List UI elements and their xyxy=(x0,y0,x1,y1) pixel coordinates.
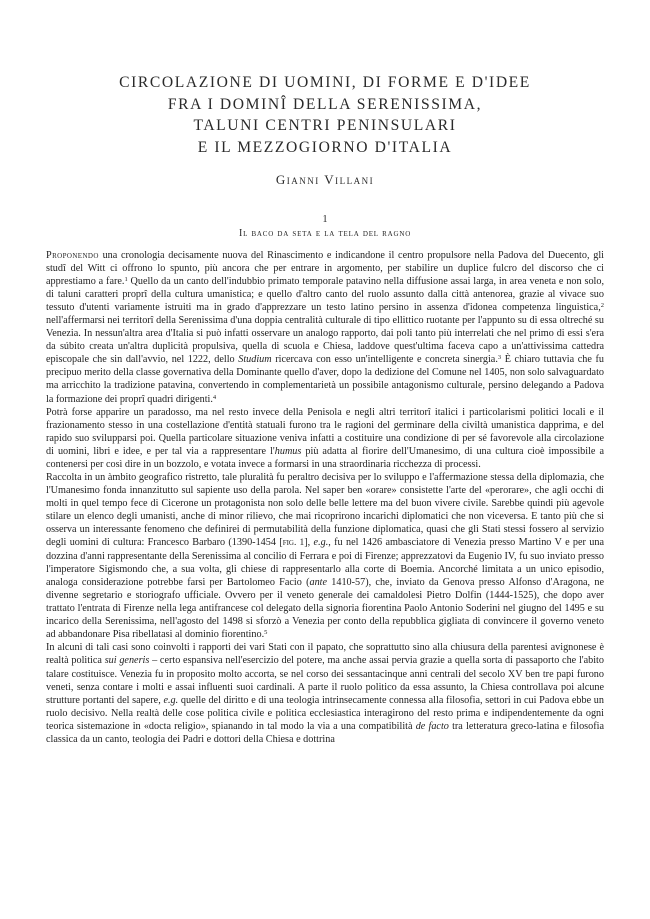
section-title: Il baco da seta e la tela del ragno xyxy=(238,228,412,239)
text-run: , fu nel 1426 ambasciatore di Venezia presso Martino V e per una dozzina d'anni rappresentante della Serenissima al concilio di Ferrara e poi di Firenze; apprezzatovi da Eugenio IV, fu suo inviato presso l'imperatore Sigismondo che, a sua volta, gli chiese di rappresentarlo alla corte di Boemia. Ancorché limitata a un unico episodio, analoga considerazione potrebbe farsi per Bartolomeo Facio ( xyxy=(46,537,604,589)
text-run: ricercava con esso un'intelligente e concreta sinergia. xyxy=(271,354,498,366)
text-run: una cronologia decisamente nuova del Rinascimento e indicandone il centro propulsore nella Padova del Duecento, gli studî del Witt ci offrono lo spunto, più ancora che per entrare in argomento, per stabilire un duplice fulcro del discorso che ci apprestiamo a fare. xyxy=(46,250,604,288)
text-run: tra letteratura greco-latina e filosofia classica da un canto, teologia dei Padri e dottori della Chiesa e dottrina xyxy=(46,720,604,745)
text-run: Potrà forse apparire un paradosso, ma nel resto invece della Penisola e negli altri territorî italici i particolarismi politici locali e il frazionamento stesso in una costellazione d'entità statuali furono tra le ragioni del germinare della civiltà umanistica dapprima, e del rapido suo svilupparsi poi. Quella particolare situazione veniva infatti a costituire una condizione di per sé favorevole alla circolazione di uomini, libri e idee, e per tal via a rappresentare l' xyxy=(46,406,604,457)
body-text xyxy=(46,249,604,746)
italic-term: sui generis xyxy=(104,655,150,667)
italic-term: e.g. xyxy=(313,537,329,549)
text-run: nell'affermarsi nei territorî della Serenissima d'una doppia centralità culturale di tipo ellittico ruotante per l'appunto su di essa oltreché su Venezia. In nessun'altra area d'Italia si può infatti osservare un analogo rapporto, dai poli tanto più interrelati che nel primo di essi s'era da súbito creata un'altra duplicità propulsiva, quella di scuola e Chiesa, laddove quest'ultima faceva capo a un'attivissima cattedra episcopale che sin dall'avvio, nel 1222, dello xyxy=(46,315,604,366)
section-number: 1 xyxy=(322,214,328,225)
footnote-ref[interactable]: 2 xyxy=(600,302,604,310)
text-run: In alcuni di tali casi sono coinvolti i rapporti dei vari Stati con il papato, che soprattutto sino alla chiusura della parentesi avignonese è realtà politica xyxy=(46,642,604,667)
paragraph xyxy=(46,471,604,642)
title-line: E IL MEZZOGIORNO D'ITALIA xyxy=(197,138,453,156)
paragraph xyxy=(46,406,604,471)
italic-term: e.g. xyxy=(163,694,179,706)
italic-term: Studium xyxy=(238,354,272,366)
paragraph xyxy=(46,249,604,406)
title-line: CIRCOLAZIONE DI UOMINI, DI FORME E D'IDEE xyxy=(119,74,531,91)
italic-term: ante xyxy=(309,577,328,589)
title-line: TALUNI CENTRI PENINSULARI xyxy=(193,117,457,134)
footnote-ref[interactable]: 5 xyxy=(264,629,268,637)
text-run: 1410-57), che, inviato da Genova presso Alfonso d'Aragona, ne divenne segretario e storiografo ufficiale. Ovvero per il veneto generale dei camaldolesi Pietro Dolfin (1444-1525), che dopo aver trattato l'entrata di Firenze nella lega antifrancese col delegato della signoria fiorentina Paolo Antonio Soderini nel giugno del 1495 e su incarico della Serenissima, nell'agosto del 1498 si sforzò a Venezia per conto della repubblica gigliata di convincere il governo veneto ad abbandonare Pisa ribellatasi al dominio fiorentino. xyxy=(46,577,604,641)
text-run: Quello da un canto dell'indubbio primato temporale patavino nella diffusione assai larga, in area veneta e non solo, di taluni caratteri proprî della cultura umanistica; e quello d'altro canto del ruolo assunto dalla città antenorea, grazie al vivace suo tessuto d'utenti variamente istruiti ma in grado d'apprezzare un testo latino persino in assenza d'idonea competenza linguistica, xyxy=(46,276,605,314)
author-name: Gianni Villani xyxy=(275,172,375,187)
text-run: Raccolta in un àmbito geografico ristretto, tale pluralità fu peraltro decisiva per lo sviluppo e l'affermazione stessa della diplomazia, che l'Umanesimo fonda innanzitutto sul sapiente uso della parola. Nel saper ben «orare» consistette l'arte del «perorare», che agli occhi di molti in quel tempo fece di Cicerone un protagonista non solo delle belle lettere ma del buon vivere civile. Sarebbe quindi più agevole stilare un elenco degli umanisti, anche di minor rilievo, che mai ricoprirono incarichi diplomatici che non viceversa. E tanto più che si osserva un interessante fenomeno che definirei di permutabilità della funzione diplomatica, quasi che gli Stati stessi fossero al servizio degli uomini di cultura: Francesco Barbaro (1390-1454 [ xyxy=(46,471,604,549)
footnote-ref[interactable]: 3 xyxy=(497,354,502,362)
paragraph xyxy=(46,641,604,745)
article-title xyxy=(46,72,604,158)
figure-ref[interactable]: fig. 1 xyxy=(282,538,305,549)
text-run: – certo espansiva nell'esercizio del potere, ma anche assai pervia grazie a quella sorta di passaporto che l'abito talare costituisce. Venezia fu in proposito molto accorta, se nel corso dei sessantacinque anni centrali del secolo XV ben tre papi furono veneti, senza contare i molti e assai influenti suoi cardinali. A parte il ruolo politico da essa assunto, la Chiesa controllava poi alcune strutture portanti del sapere, xyxy=(46,655,604,706)
italic-term: de facto xyxy=(415,720,449,732)
text-run: quelle del diritto e di una teologia intrinsecamente connessa alla filosofia, settori in cui Padova ebbe un ruolo decisivo. Nella realtà delle cose politica civile e politica ecclesiastica interagirono del resto prima e indipendentemente da ogni teorica sistemazione in «docta religio», spianando in tal modo la via a una compatibilità xyxy=(46,694,604,732)
italic-term: humus xyxy=(274,445,302,457)
footnote-ref[interactable]: 1 xyxy=(124,276,128,284)
title-line: FRA I DOMINÎ DELLA SERENISSIMA, xyxy=(167,95,483,113)
text-run: più adatta al fiorire dell'Umanesimo, di una cultura cioè impossibile a contenersi per così dire in un bozzolo, e votata invece a formarsi in una straordinaria ricchezza di processi. xyxy=(46,445,604,470)
paragraph-lead: Proponendo xyxy=(46,250,99,261)
text-run: È chiaro tuttavia che fu precipuo merito della classe governativa della Dominante quello d'aver, dopo la dedizione del Comune nel 1405, non solo salvaguardato ma arricchito la tradizione patavina, convertendo in complementarietà un possibile antagonismo culturale, persino delegando a Padova la formazione dei proprî quadri dirigenti. xyxy=(46,354,604,405)
footnote-ref[interactable]: 4 xyxy=(212,393,217,401)
text-run: ], xyxy=(304,537,314,549)
